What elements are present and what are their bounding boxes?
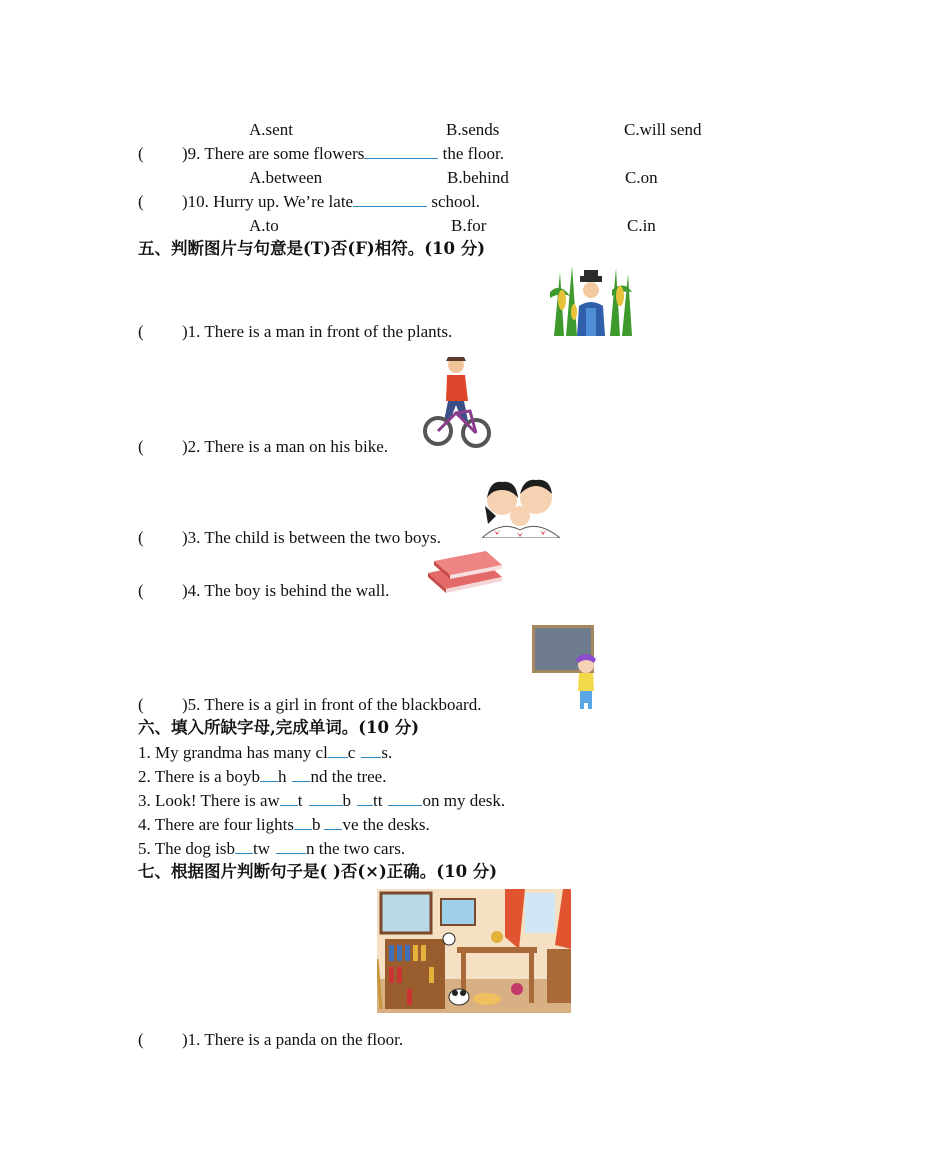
s6-line-5: 5. The dog isb tw n the two cars. [138, 839, 406, 858]
q8-option-c: C.will send [624, 120, 702, 139]
s5-item-1: ( )1. There is a man in front of the plants. [138, 322, 453, 341]
family-image [482, 476, 560, 538]
s5-item-3: ( )3. The child is between the two boys. [138, 528, 441, 547]
s6-line-2: 2. There is a boyb h nd the tree. [138, 767, 387, 786]
messy-room-image [377, 889, 571, 1013]
q9-option-c: C.on [625, 168, 658, 187]
s6-line-4: 4. There are four lights b ve the desks. [138, 815, 430, 834]
q9-option-a: A.between [249, 168, 323, 187]
q9-option-b: B.behind [447, 168, 509, 187]
girl-blackboard-image [532, 625, 602, 709]
question-9: ( )9. There are some flowers the floor. [138, 144, 505, 163]
letter-blank[interactable] [309, 791, 343, 806]
letter-blank[interactable] [357, 791, 373, 806]
s5-item-4: ( )4. The boy is behind the wall. [138, 581, 390, 600]
answer-blank[interactable] [353, 192, 427, 207]
answer-blank[interactable] [364, 144, 438, 159]
letter-blank[interactable] [294, 815, 312, 830]
letter-blank[interactable] [328, 743, 348, 758]
q10-option-c: C.in [627, 216, 656, 235]
q8-option-a: A.sent [249, 120, 293, 139]
letter-blank[interactable] [292, 767, 310, 782]
q8-option-b: B.sends [446, 120, 500, 139]
letter-blank[interactable] [276, 839, 306, 854]
q10-option-a: A.to [249, 216, 279, 235]
letter-blank[interactable] [324, 815, 342, 830]
section-7-heading: 七、根据图片判断句子是( )否(×)正确。(10 分) [138, 862, 498, 881]
s6-line-1: 1. My grandma has many cl c s. [138, 743, 393, 762]
s6-line-3: 3. Look! There is aw t b tt on my desk. [138, 791, 506, 810]
s5-item-2: ( )2. There is a man on his bike. [138, 437, 389, 456]
letter-blank[interactable] [361, 743, 381, 758]
letter-blank[interactable] [235, 839, 253, 854]
question-10: ( )10. Hurry up. We’re late school. [138, 192, 480, 211]
section-6-heading: 六、填入所缺字母,完成单词。(10 分) [138, 718, 420, 737]
letter-blank[interactable] [388, 791, 422, 806]
section-5-heading: 五、判断图片与句意是(T)否(F)相符。(10 分) [138, 239, 486, 258]
farmer-cornfield-image [550, 262, 632, 336]
s5-item-5: ( )5. There is a girl in front of the blackboard. [138, 695, 482, 714]
letter-blank[interactable] [260, 767, 278, 782]
cyclist-image [420, 355, 492, 450]
letter-blank[interactable] [280, 791, 298, 806]
q10-option-b: B.for [451, 216, 487, 235]
books-image [424, 547, 506, 593]
s7-item-1: ( )1. There is a panda on the floor. [138, 1030, 404, 1049]
